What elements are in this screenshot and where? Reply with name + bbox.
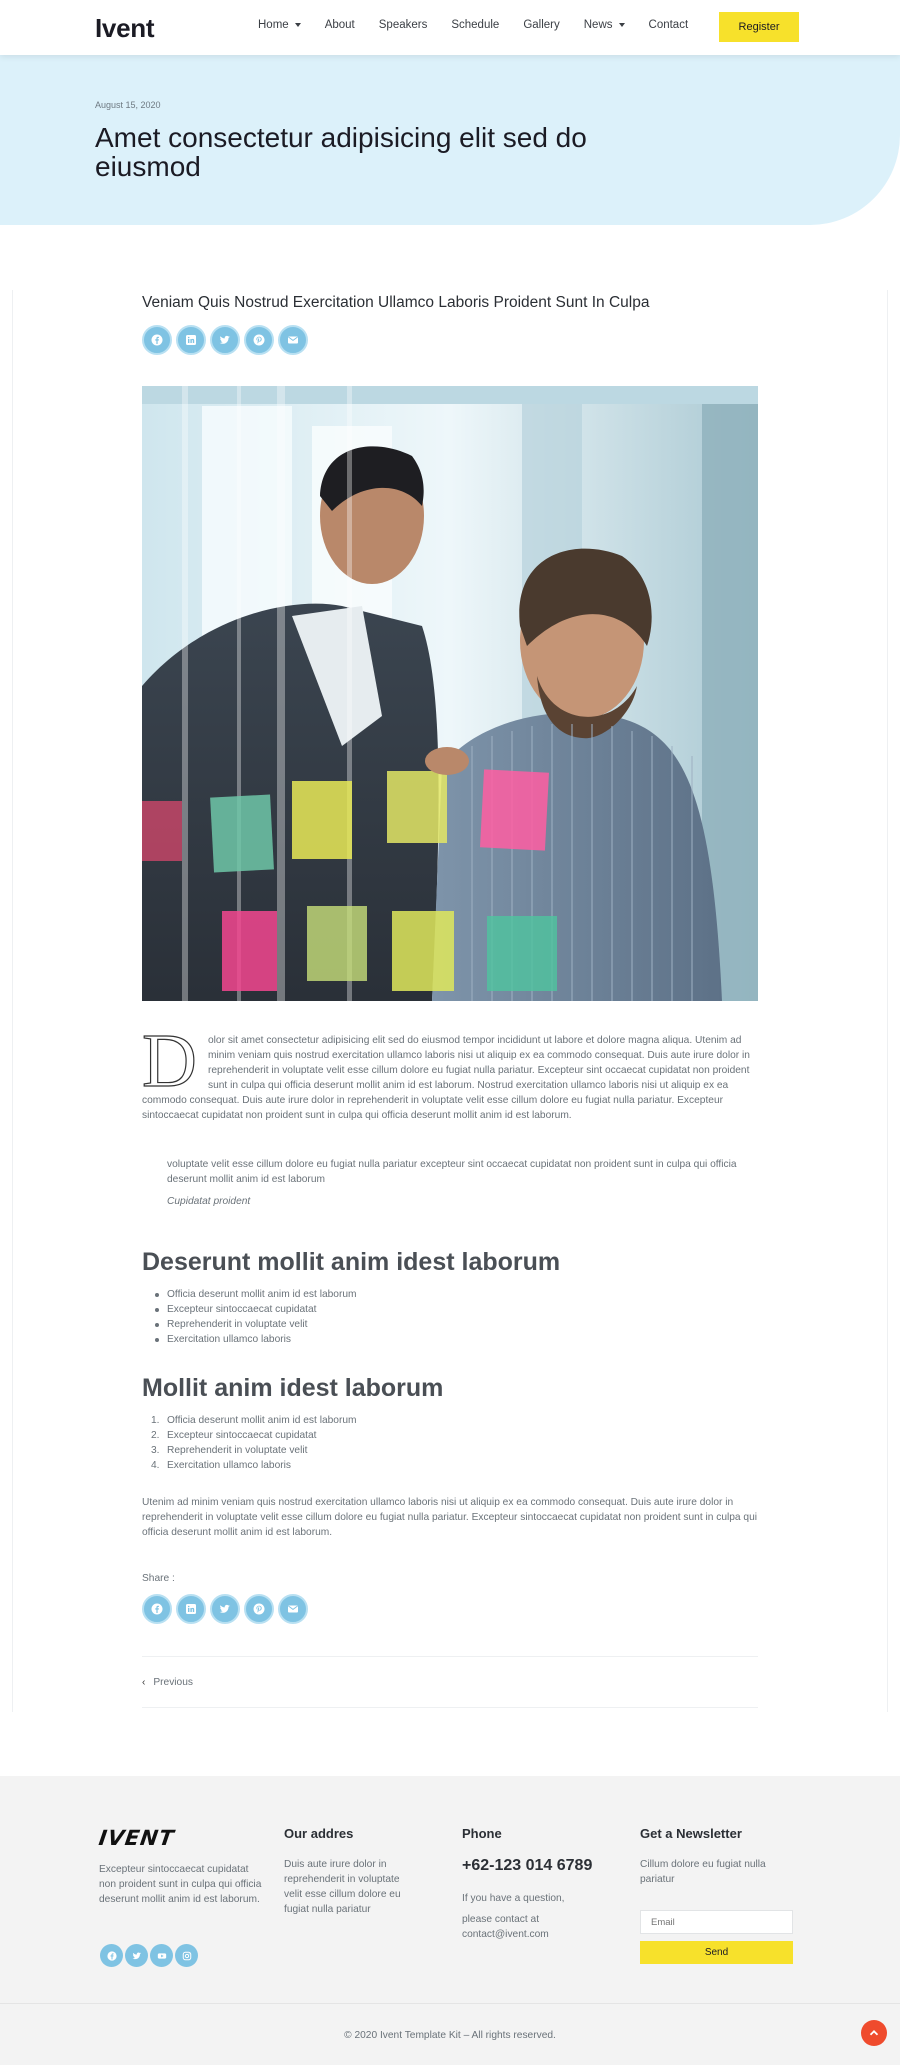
- section-heading-2: Mollit anim idest laborum: [142, 1374, 444, 1402]
- nav-label: Home: [258, 19, 289, 31]
- section-heading-1: Deserunt mollit anim idest laborum: [142, 1248, 561, 1276]
- site-logo[interactable]: Ivent: [95, 13, 155, 43]
- contact-email-text: please contact at contact@ivent.com: [462, 1914, 549, 1940]
- social-instagram-button[interactable]: [175, 1944, 198, 1967]
- page-title: Amet consectetur adipisicing elit sed do eiusmod: [95, 122, 587, 182]
- nav-item-schedule[interactable]: [451, 19, 499, 31]
- share-row-bottom: [142, 1594, 308, 1624]
- nav-label: Speakers: [378, 19, 428, 31]
- newsletter-title: Get a Newsletter: [640, 1826, 742, 1841]
- nav-item-speakers[interactable]: [379, 19, 428, 31]
- chevron-up-icon: [868, 2027, 880, 2039]
- social-twitter-button[interactable]: [125, 1944, 148, 1967]
- list-item-text: Reprehenderit in voluptate velit: [167, 1319, 308, 1330]
- share-row-top: [142, 325, 308, 355]
- list-item-text: Officia deserunt mollit anim id est laborum: [167, 1289, 357, 1300]
- list-number: 1.: [151, 1415, 160, 1426]
- share-facebook-button[interactable]: [142, 325, 172, 355]
- list-item: [151, 1443, 357, 1458]
- nav-item-gallery[interactable]: [523, 19, 559, 31]
- share-linkedin-button[interactable]: [176, 1594, 206, 1624]
- article-subtitle: Veniam Quis Nostrud Exercitation Ullamco Laboris Proident Sunt In Culpa: [142, 294, 650, 311]
- list-item: [151, 1413, 357, 1428]
- share-email-button[interactable]: [278, 325, 308, 355]
- main-nav: [258, 19, 712, 31]
- nav-item-home[interactable]: [258, 19, 301, 31]
- footer-divider: [0, 2003, 900, 2004]
- list-item: [151, 1458, 357, 1473]
- chevron-down-icon: [295, 23, 301, 27]
- list-item: [167, 1317, 357, 1332]
- share-linkedin-button[interactable]: [176, 325, 206, 355]
- envelope-icon: [287, 1603, 299, 1615]
- share-label: Share :: [142, 1573, 175, 1584]
- newsletter-text: Cillum dolore eu fugiat nulla pariatur: [640, 1859, 766, 1885]
- list-number: 4.: [151, 1460, 160, 1471]
- list-item-text: Officia deserunt mollit anim id est laborum: [167, 1415, 357, 1426]
- article-photo: [142, 386, 758, 1001]
- office-meeting-image: [142, 386, 758, 1001]
- nav-label: Schedule: [451, 19, 500, 31]
- list-item-text: Excepteur sintoccaecat cupidatat: [167, 1430, 317, 1441]
- linkedin-icon: [185, 334, 197, 346]
- footer-social-row: [100, 1944, 198, 1967]
- nav-label: Gallery: [523, 19, 560, 31]
- page-hero: [0, 55, 900, 225]
- article-closing-paragraph: Utenim ad minim veniam quis nostrud exercitation ullamco laboris nisi ut aliquip ex ea commodo consequat. Duis aute irure dolor in reprehenderit in voluptate velit esse cillum dolore eu fugiat nulla pariatur. Excepteur sintoccaecat cupidatat non proident sunt in culpa qui officia deserunt mollit anim id est laborum.: [142, 1497, 758, 1538]
- site-footer: [0, 1776, 900, 2065]
- facebook-icon: [151, 334, 163, 346]
- newsletter-email-input[interactable]: [640, 1910, 793, 1934]
- phone-title: Phone: [462, 1826, 502, 1841]
- list-item: [167, 1302, 357, 1317]
- phone-note: If you have a question,: [462, 1893, 565, 1904]
- social-youtube-button[interactable]: [150, 1944, 173, 1967]
- nav-label: News: [583, 19, 613, 31]
- share-twitter-button[interactable]: [210, 325, 240, 355]
- address-text: Duis aute irure dolor in reprehenderit in voluptate velit esse cillum dolore eu fugiat nulla pariatur: [284, 1859, 401, 1915]
- footer-about-text: Excepteur sintoccaecat cupidatat non proident sunt in culpa qui officia deserunt mollit anim id est laborum.: [99, 1864, 262, 1905]
- bullet-dot: [155, 1338, 159, 1342]
- nav-item-about[interactable]: [325, 19, 355, 31]
- nav-label: Contact: [648, 19, 689, 31]
- share-pinterest-button[interactable]: [244, 1594, 274, 1624]
- register-button[interactable]: Register: [719, 12, 799, 42]
- list-number: 2.: [151, 1430, 160, 1441]
- facebook-icon: [107, 1951, 117, 1961]
- share-facebook-button[interactable]: [142, 1594, 172, 1624]
- chevron-left-icon: ‹: [142, 1677, 146, 1688]
- twitter-icon: [219, 334, 231, 346]
- social-facebook-button[interactable]: [100, 1944, 123, 1967]
- back-to-top-button[interactable]: [861, 2020, 887, 2046]
- list-item: [151, 1428, 357, 1443]
- bullet-dot: [155, 1293, 159, 1297]
- facebook-icon: [151, 1603, 163, 1615]
- post-navigation: [142, 1656, 758, 1708]
- bullet-list: [167, 1287, 357, 1347]
- nav-label: About: [324, 19, 355, 31]
- previous-label: Previous: [153, 1677, 193, 1688]
- intro-text: olor sit amet consectetur adipisicing elit sed do eiusmod tempor incididunt ut labore et dolore magna aliqua. Utenim ad minim veniam quis nostrud exercitation ullamco laboris nisi ut aliquip ex ea commodo consequat. Duis aute irure dolor in reprehenderit in voluptate velit esse cillum dolore eu fugiat nulla pariatur. Excepteur sint occaecat cupidatat non proident sunt in culpa qui officia deserunt mollit anim id est laborum. Nostrud exercitation ullamco laboris nisi ut aliquip ex ea commodo consequat. Duis aute irure dolor in reprehenderit in voluptate velit esse cillum dolore eu fugiat nulla pariatur. Excepteur sintoccaecat cupidatat non proident sunt in culpa qui officia deserunt mollit anim id est laborum.: [142, 1035, 750, 1121]
- envelope-icon: [287, 334, 299, 346]
- list-item: [167, 1332, 357, 1347]
- newsletter-send-button[interactable]: Send: [640, 1941, 793, 1964]
- bullet-dot: [155, 1308, 159, 1312]
- list-number: 3.: [151, 1445, 160, 1456]
- address-title: Our addres: [284, 1826, 354, 1841]
- list-item-text: Excepteur sintoccaecat cupidatat: [167, 1304, 317, 1315]
- nav-item-contact[interactable]: [649, 19, 689, 31]
- phone-number[interactable]: +62-123 014 6789: [462, 1857, 593, 1874]
- linkedin-icon: [185, 1603, 197, 1615]
- instagram-icon: [182, 1951, 192, 1961]
- chevron-down-icon: [619, 23, 625, 27]
- site-header: [0, 0, 900, 55]
- twitter-icon: [132, 1951, 142, 1961]
- bullet-dot: [155, 1323, 159, 1327]
- share-twitter-button[interactable]: [210, 1594, 240, 1624]
- share-pinterest-button[interactable]: [244, 325, 274, 355]
- list-item-text: Exercitation ullamco laboris: [167, 1334, 292, 1345]
- numbered-list: [151, 1413, 357, 1473]
- article-intro-paragraph: [142, 1019, 758, 1123]
- post-date: August 15, 2020: [95, 100, 161, 110]
- share-email-button[interactable]: [278, 1594, 308, 1624]
- list-item: [167, 1287, 357, 1302]
- pinterest-icon: [253, 1603, 265, 1615]
- dropcap-letter: D: [142, 1019, 197, 1103]
- youtube-icon: [157, 1951, 167, 1961]
- blockquote-cite: Cupidatat proident: [167, 1196, 251, 1207]
- previous-post-link[interactable]: [142, 1677, 193, 1688]
- twitter-icon: [219, 1603, 231, 1615]
- list-item-text: Reprehenderit in voluptate velit: [167, 1445, 308, 1456]
- nav-item-news[interactable]: [584, 19, 625, 31]
- pinterest-icon: [253, 334, 265, 346]
- copyright-text: © 2020 Ivent Template Kit – All rights reserved.: [344, 2030, 556, 2041]
- footer-logo[interactable]: IVENT: [97, 1826, 176, 1850]
- list-item-text: Exercitation ullamco laboris: [167, 1460, 292, 1471]
- blockquote: voluptate velit esse cillum dolore eu fugiat nulla pariatur excepteur sint occaecat cupidatat non proident sunt in culpa qui officia deserunt mollit anim id est laborum: [167, 1159, 737, 1185]
